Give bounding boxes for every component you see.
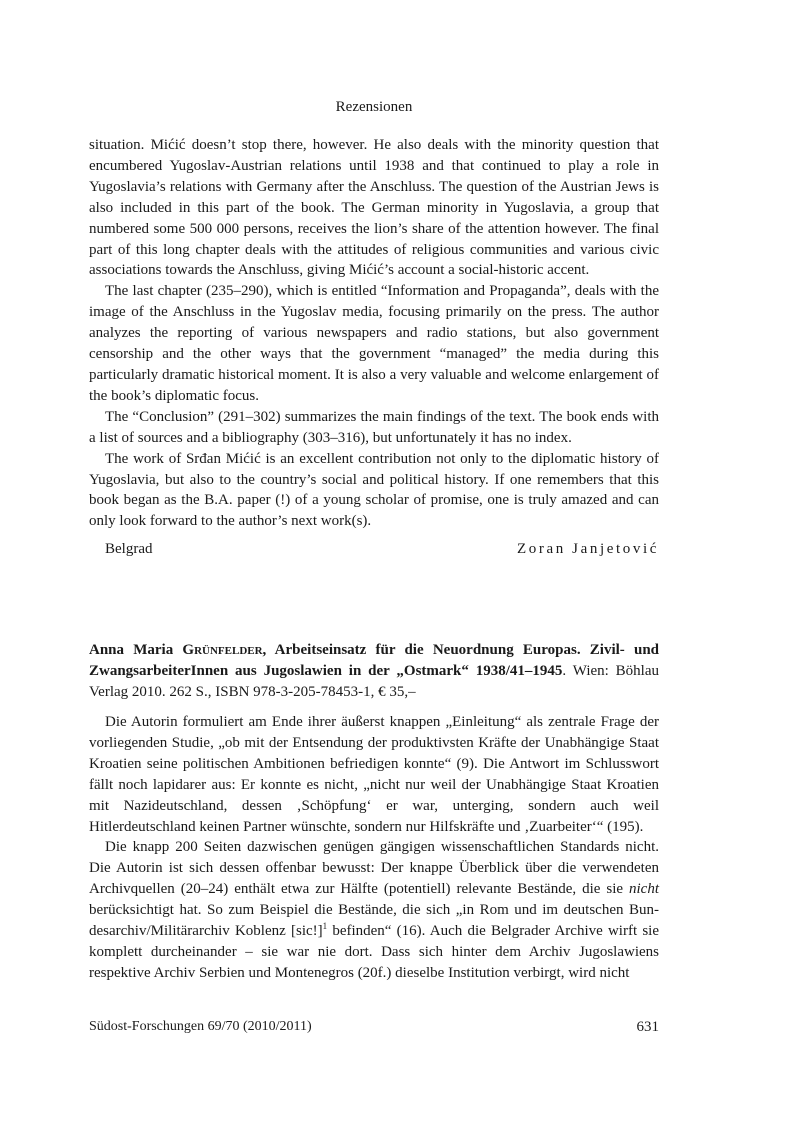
paragraph-text: befinden“ (16). Auch die Belgrader Archive wirft sie komplett durcheinander – sie war nie dort. Dass sich hinter dem Archiv Jugoslawiens respektive Archiv Serbien und Montenegros (20f.) dieselbe Institution verbirgt, wird nicht	[89, 923, 659, 981]
review-1-paragraph: The “Conclusion” (291–302) summarizes the main findings of the text. The book ends with a list of sources and a bibliography (303–316), but unfortunately it has no index.	[89, 408, 659, 446]
reference-author-last: Grünfelder	[182, 642, 263, 658]
journal-citation: Südost-Forschungen 69/70 (2010/2011)	[89, 1019, 312, 1034]
paragraph-text: Die knapp 200 Seiten dazwischen genügen gängigen wissenschaftlichen Standards nicht. Die Autorin ist sich dessen offenbar bewusst: Der knappe Überblick über die verwendeten Archivquellen (20–24) enthält etwa zur Hälfte (potentiell) relevante Bestände, die sie	[89, 839, 659, 898]
reference-publication: . Wien: Böhlau Verlag 2010. 262 S., ISBN 978-3-205-78453-1, € 35,–	[89, 662, 659, 700]
footnote-marker: 1	[322, 921, 328, 932]
paragraph-text: berücksichtigt hat. So zum Beispiel die Bestände, die sich „in Rom und im deutschen Bundesarchiv/Militärarchiv Koblenz [sic!]	[89, 902, 659, 940]
review-1-paragraph: The last chapter (235–290), which is entitled “Information and Propaganda”, deals with the image of the Anschluss in the Yugoslav media, focusing primarily on the press. The author analyzes the reporting of various newspapers and radio stations, but also government censorship and the other ways that the government “managed” the media during this particularly dramatic historical moment. It is also a very valuable and welcome enlargement of the book’s diplomatic focus.	[89, 283, 659, 404]
review-1-body	[89, 135, 659, 532]
review-1-paragraph: The work of Srđan Mićić is an excellent contribution not only to the diplomatic history of Yugoslavia, but also to the country’s social and political history. If one remembers that this book began as the B.A. paper (!) of a young scholar of promise, one is truly amazed and can only look forward to the author’s next work(s).	[89, 450, 659, 530]
emphasis-text: nicht	[629, 881, 659, 898]
running-head: Rezensionen	[335, 99, 413, 115]
signature-place: Belgrad	[105, 541, 153, 557]
review-2-paragraph	[89, 837, 659, 983]
review-2-paragraph: Die Autorin formuliert am Ende ihrer äußerst knappen „Einleitung“ als zentrale Frage der vorliegenden Studie, „ob mit der Entsendung der produktivsten Kräfte der Unabhängige Staat Kroatien seine politischen Ambitionen befriedigen konnte“ (9). Die Antwort im Schlusswort fällt noch lapidarer aus: Er konnte es nicht, „nicht nur weil der Unabhängige Staat Kroatien mit Nazideutschland, dessen ‚Schöpfung‘ er war, unterging, sondern auch weil Hitlerdeutschland keinen Partner wünschte, sondern nur Hilfskräfte und ‚Zuarbeiter‘“ (195).	[89, 714, 659, 835]
review-2-body	[89, 712, 659, 984]
page-number: 631	[636, 1019, 659, 1035]
reference-author-first: Anna Maria	[89, 642, 183, 658]
review-2-reference	[89, 640, 659, 703]
signature-reviewer: Zoran Janjetović	[517, 541, 659, 557]
review-1-paragraph: situation. Mićić doesn’t stop there, however. He also deals with the minority question that encumbered Yugoslav-Austrian relations until 1938 and that continued to play a role in Yugoslavia’s relations with Germany after the Anschluss. The question of the Austrian Jews is also included in this part of the book. The German minority in Yugoslavia, a group that numbered some 500 000 persons, receives the lion’s share of the attention however. The final part of this long chapter deals with the attitudes of religious communities and various civic associations towards the Anschluss, giving Mićić’s account a social-historic accent.	[89, 137, 659, 279]
reference-title: , Arbeitseinsatz für die Neuordnung Europas. Zivil- und ZwangsarbeiterInnen aus Jugoslawien in der „Ostmark“ 1938/41–1945	[89, 642, 660, 679]
document-page	[89, 0, 659, 1129]
